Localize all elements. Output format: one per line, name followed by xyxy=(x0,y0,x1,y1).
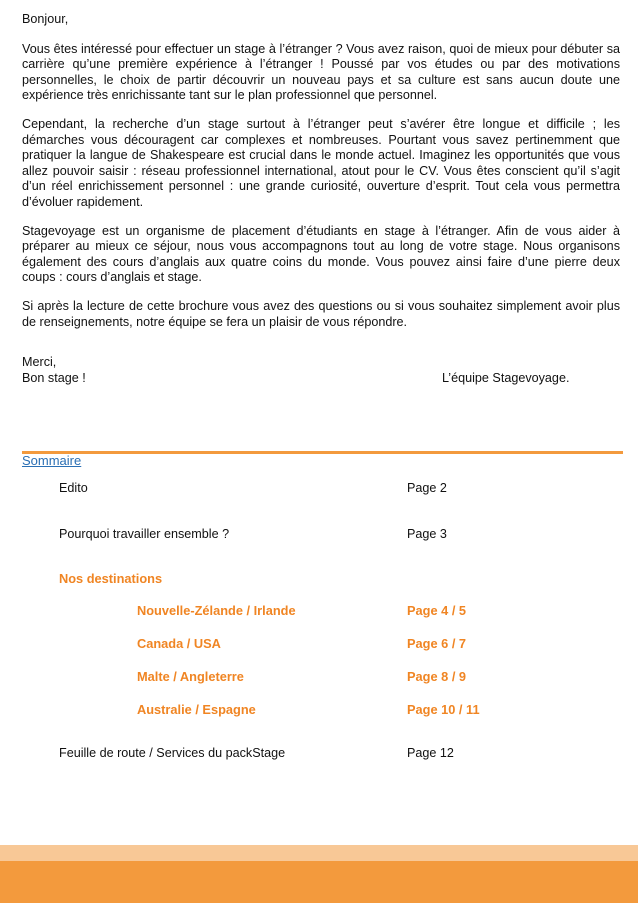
toc-page: Page 3 xyxy=(407,527,447,541)
section-divider xyxy=(22,451,623,454)
toc-page: Page 12 xyxy=(407,746,454,760)
sommaire-title[interactable]: Sommaire xyxy=(22,453,82,468)
toc-label: Canada / USA xyxy=(137,636,221,651)
toc-entry-pourquoi[interactable] xyxy=(59,527,599,545)
toc-page: Page 10 / 11 xyxy=(407,702,480,717)
footer-band xyxy=(0,861,638,903)
letter-paragraph: Cependant, la recherche d’un stage surtout à l’étranger peut s’avérer être longue et difficile ; les démarches vous découragent car complexes et nombreuses. Pourtant vous savez pertinemment que pratiquer la langue de Shakespeare est crucial dans le monde actuel. Imaginez les opportunités que vous allez pouvoir saisir : réseau professionnel international, atout pour le CV. Vous êtes conscient qu’il s’agit d’un réel enrichissement personnel : une grande curiosité, ouverture d’esprit. Tout cela vous permettra d’évoluer rapidement. xyxy=(22,116,620,209)
toc-label: Malte / Angleterre xyxy=(137,669,244,684)
toc-label: Australie / Espagne xyxy=(137,702,256,717)
letter-closing xyxy=(22,355,620,386)
closing-thanks: Merci, xyxy=(22,355,57,369)
footer-band-light xyxy=(0,845,638,861)
letter-greeting: Bonjour, xyxy=(22,12,69,26)
toc-entry-feuille[interactable] xyxy=(59,746,599,764)
letter-paragraph: Vous êtes intéressé pour effectuer un stage à l’étranger ? Vous avez raison, quoi de mieux pour débuter sa carrière qu’une première expérience à l’étranger ! Poussé par vos études ou par des motivations personnelles, le choix de partir découvrir un nouveau pays et sa culture est sans aucun doute une expérience très enrichissante tant sur le plan professionnel que personnel. xyxy=(22,41,620,103)
toc-page: Page 8 / 9 xyxy=(407,669,467,684)
toc-label: Edito xyxy=(59,481,88,495)
toc-page: Page 4 / 5 xyxy=(407,603,467,618)
letter-body xyxy=(22,12,620,343)
signature: L’équipe Stagevoyage. xyxy=(442,371,570,385)
toc-page: Page 6 / 7 xyxy=(407,636,467,651)
letter-paragraph: Si après la lecture de cette brochure vous avez des questions ou si vous souhaitez simplement avoir plus de renseignements, notre équipe se fera un plaisir de vous répondre. xyxy=(22,298,620,329)
letter-paragraph: Stagevoyage est un organisme de placement d’étudiants en stage à l’étranger. Afin de vous aider à préparer au mieux ce séjour, nous vous accompagnons tout au long de votre stage. Nous organisons également des cours d’anglais aux quatre coins du monde. Vous pouvez ainsi faire d’une pierre deux coups : cours d’anglais et stage. xyxy=(22,223,620,285)
closing-wish: Bon stage ! xyxy=(22,370,86,385)
toc-destinations-heading[interactable]: Nos destinations xyxy=(59,571,163,586)
toc-label: Pourquoi travailler ensemble ? xyxy=(59,527,230,541)
toc-entry-edito[interactable] xyxy=(59,481,599,499)
toc-label: Nouvelle-Zélande / Irlande xyxy=(137,603,296,618)
toc-page: Page 2 xyxy=(407,481,447,495)
toc-label: Feuille de route / Services du packStage xyxy=(59,746,286,760)
